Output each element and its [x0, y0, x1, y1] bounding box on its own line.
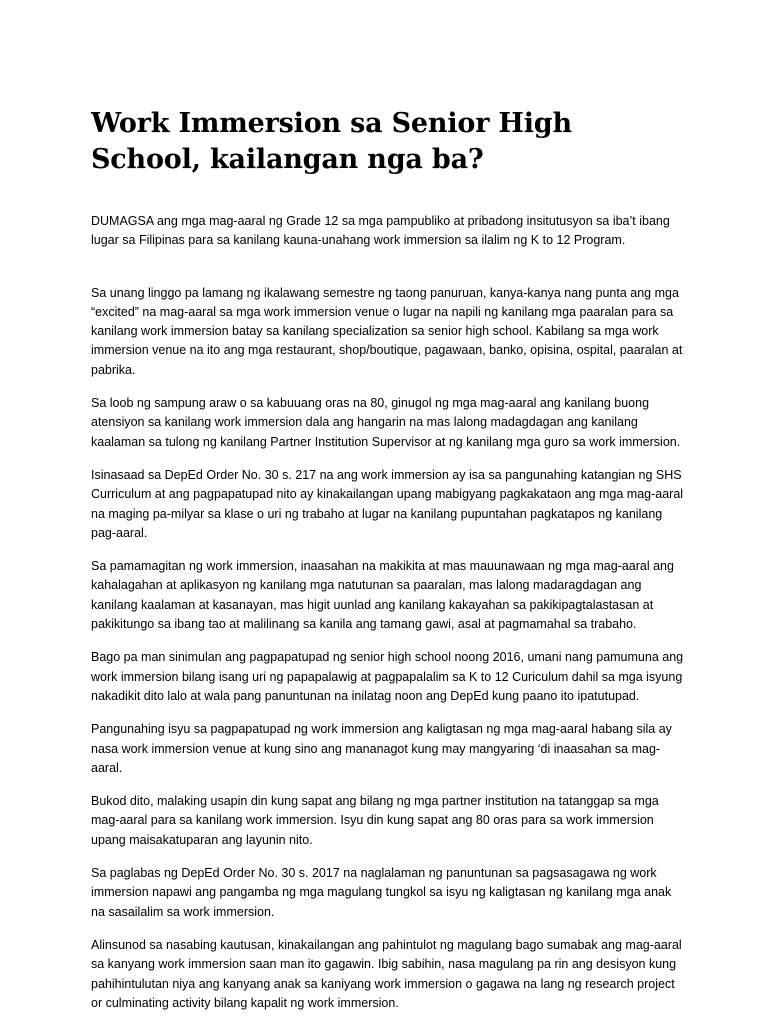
paragraph-8: Bukod dito, malaking usapin din kung sapat ang bilang ng mga partner institution na tatanggap sa mga mag-aaral para sa kanilang work immersion. Isyu din kung sapat ang 80 oras para sa work immersion upang maisakatuparan ang layunin nito. [91, 794, 659, 847]
document-page [91, 106, 687, 1027]
paragraph-1: DUMAGSA ang mga mag-aaral ng Grade 12 sa mga pampubliko at pribadong insitutusyon sa iba’t ibang lugar sa Filipinas para sa kanilang kauna-unahang work immersion sa ilalim ng K to 12 Program. [91, 214, 670, 248]
paragraph-3: Sa loob ng sampung araw o sa kabuuang oras na 80, ginugol ng mga mag-aaral ang kanilang buong atensiyon sa kanilang work immersion dala ang hangarin na mas lalong madagdagan ang kanilang kaalaman sa tulong ng kanilang Partner Institution Supervisor at ng kanilang mga guro sa work immersion. [91, 396, 681, 449]
paragraph-5: Sa pamamagitan ng work immersion, inaasahan na makikita at mas mauunawaan ng mga mag-aaral ang kahalagahan at aplikasyon ng kanilang mga natutunan sa paaralan, mas lalong madaragdagan ang kanilang kaalaman at kasanayan, mas higit uunlad ang kanilang kakayahan sa pakikipagtalastasan at pakikitungo sa ibang tao at malilinang sa kanila ang tamang gawi, asal at pagmamahal sa trabaho. [91, 559, 674, 632]
paragraph-10: Alinsunod sa nasabing kautusan, kinakailangan ang pahintulot ng magulang bago sumabak ang mag-aaral sa kanyang work immersion saan man ito gagawin. Ibig sabihin, nasa magulang pa rin ang desisyon kung pahihintulutan niya ang kanyang anak sa kaniyang work immersion o gagawa na lang ng research project or culminating activity bilang kapalit ng work immersion. [91, 937, 682, 1010]
paragraph-9: Sa paglabas ng DepEd Order No. 30 s. 2017 na naglalaman ng panuntunan sa pagsasagawa ng work immersion napawi ang pangamba ng mga magulang tungkol sa isyu ng kaligtasan ng kanilang mga anak na sasailalim sa work immersion. [91, 866, 672, 919]
article-title: Work Immersion sa Senior High School, kailangan nga ba? [91, 108, 572, 175]
paragraph-6: Bago pa man sinimulan ang pagpapatupad ng senior high school noong 2016, umani nang pamumuna ang work immersion bilang isang uri ng papapalawig at pagpapalalim sa K to 12 Curiculum dahil sa mga isyung nakadikit dito lalo at wala pang panuntunan na inilatag noon ang DepEd kung paano ito ipatutupad. [91, 650, 684, 703]
paragraph-4: Isinasaad sa DepEd Order No. 30 s. 217 na ang work immersion ay isa sa pangunahing katangian ng SHS Curriculum at ang pagpapatupad nito ay kinakailangan upang mabigyang pagkakataon ang mga mag-aaral na maging pa-milyar sa klase o uri ng trabaho at lugar na kanilang pupuntahan pagkatapos ng kanilang pag-aaral. [91, 467, 684, 540]
paragraph-7: Pangunahing isyu sa pagpapatupad ng work immersion ang kaligtasan ng mga mag-aaral habang sila ay nasa work immersion venue at kung sino ang mananagot kung may mangyaring ‘di inaasahan sa mag-aaral. [91, 722, 672, 775]
paragraph-2: Sa unang linggo pa lamang ng ikalawang semestre ng taong panuruan, kanya-kanya nang punta ang mga “excited” na mag-aaral sa mga work immersion venue o lugar na napili ng kanilang mga paaralan para sa kanilang work immersion batay sa kanilang specialization sa senior high school. Kabilang sa mga work immersion venue na ito ang mga restaurant, shop/boutique, pagawaan, banko, opisina, ospital, paaralan at pabrika. [91, 285, 683, 377]
